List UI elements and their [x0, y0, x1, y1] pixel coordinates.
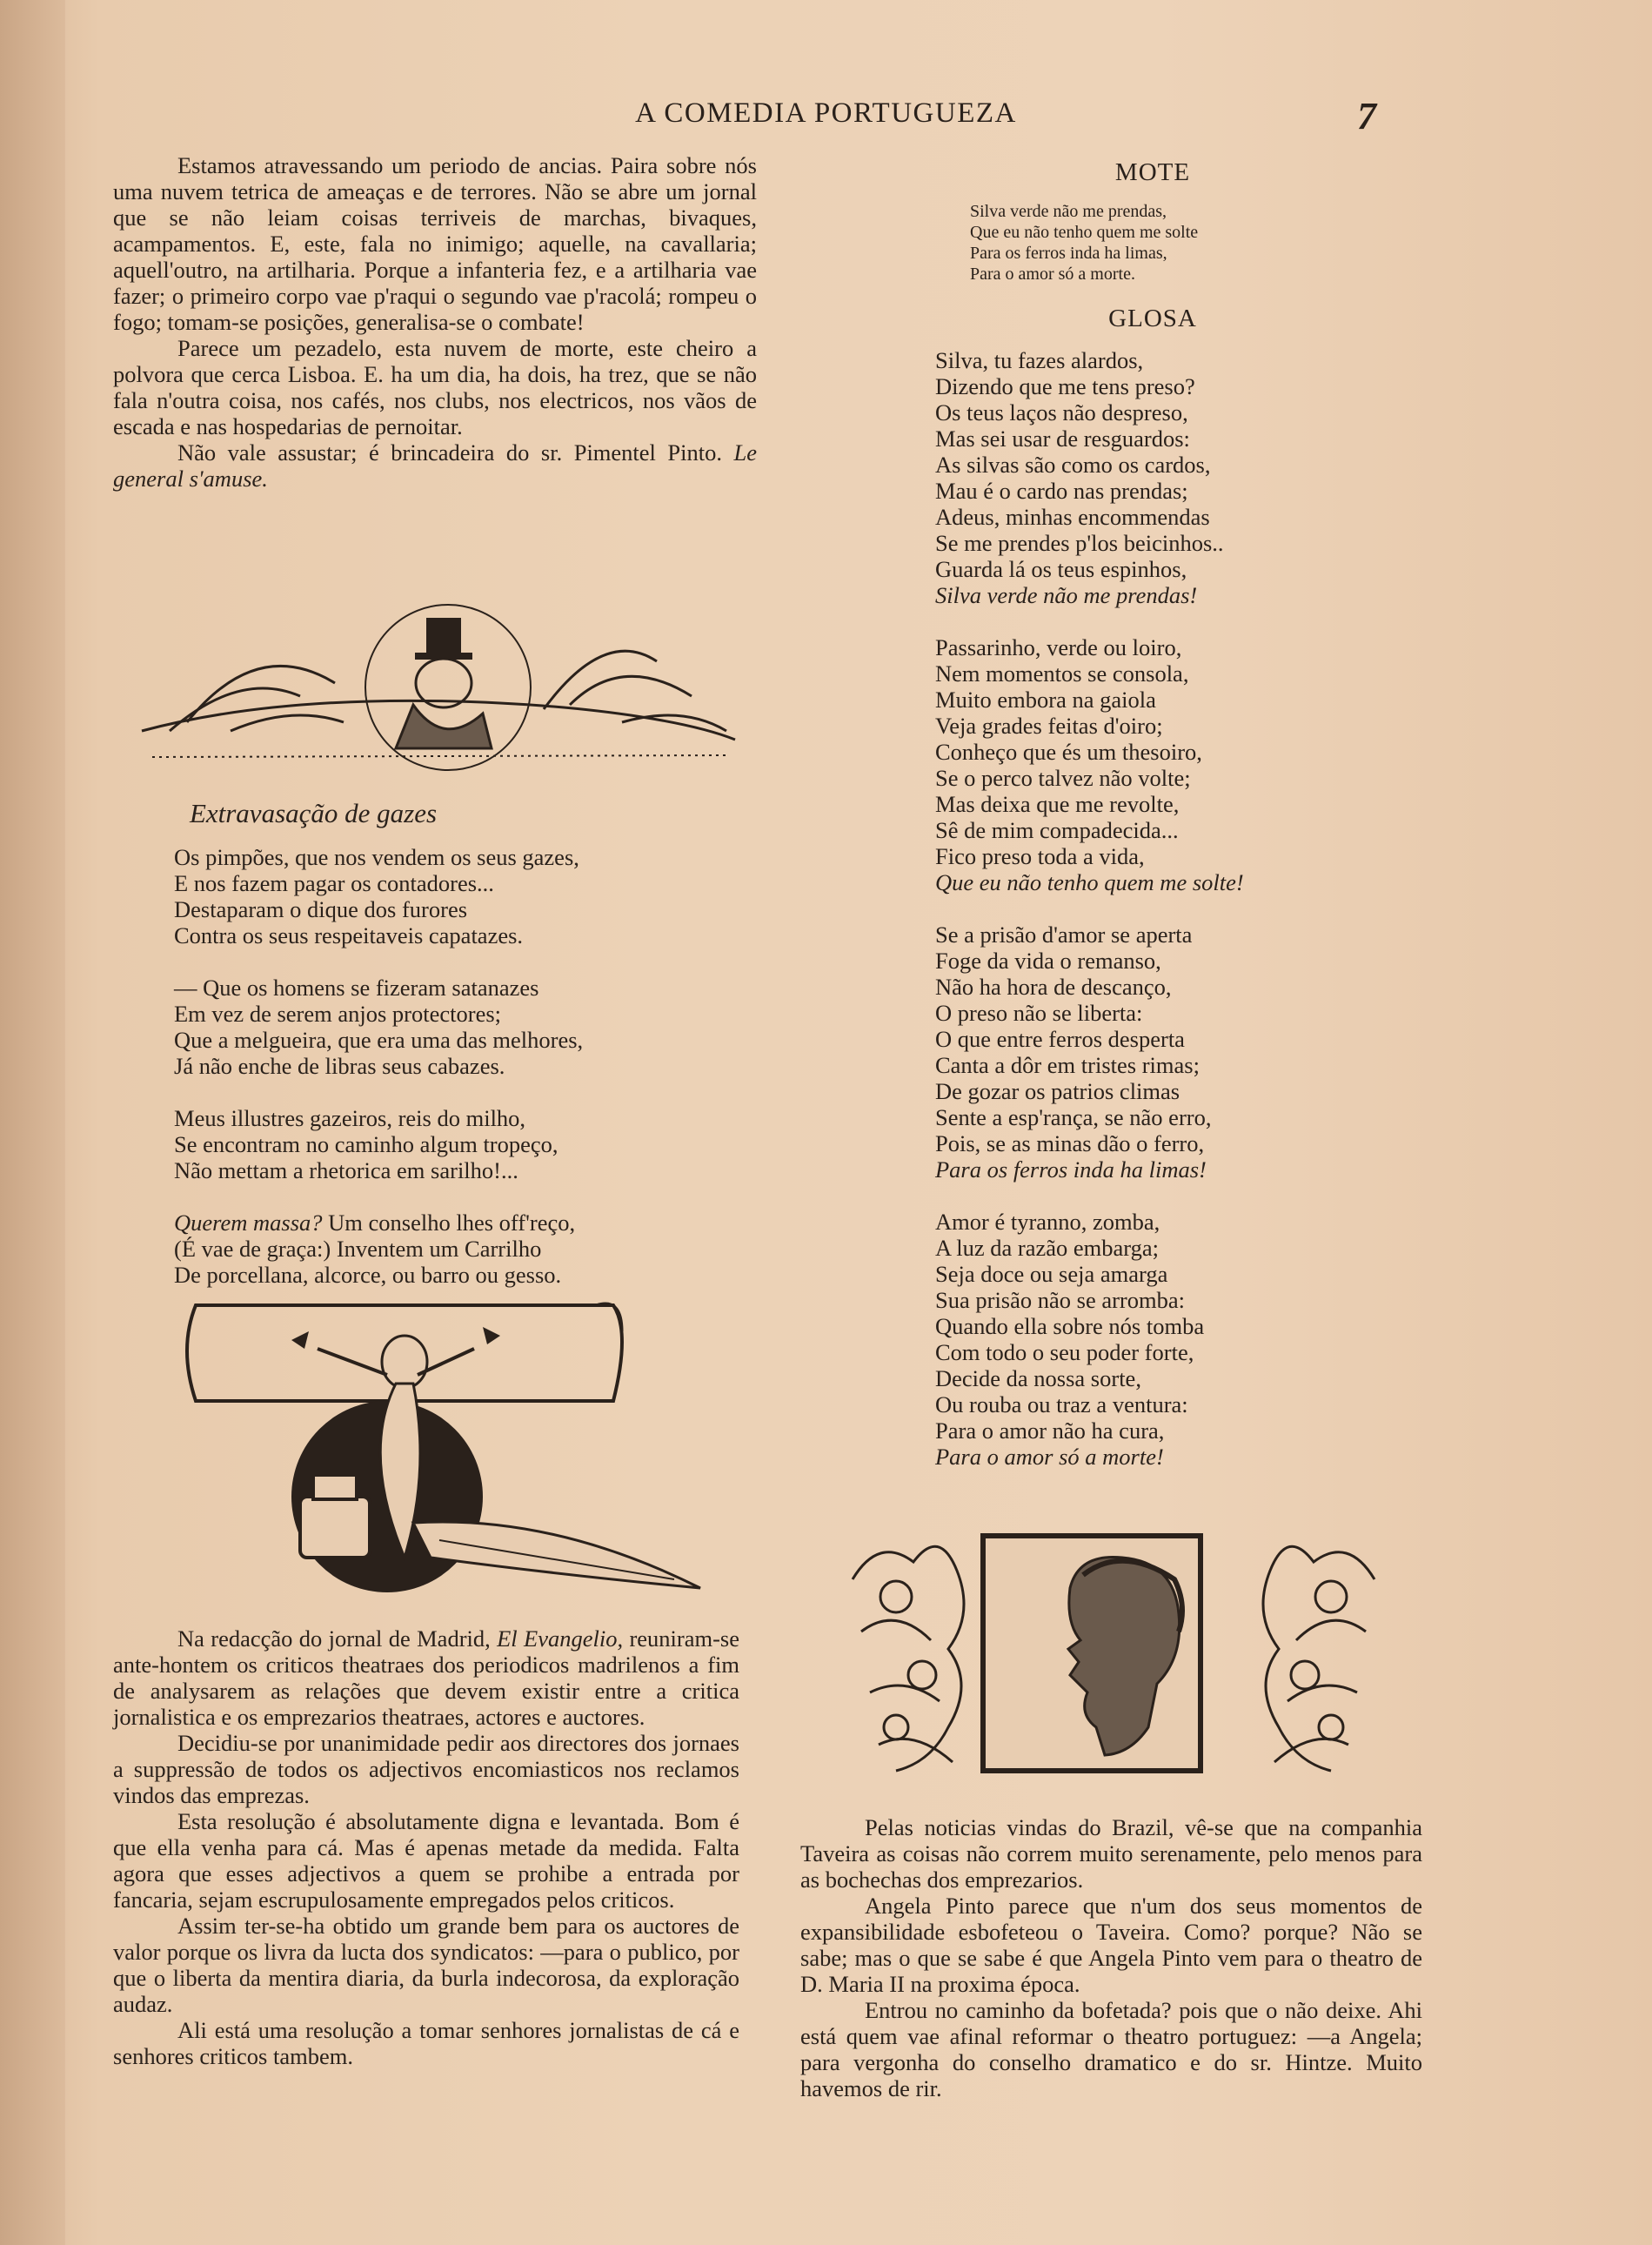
poem-refrain	[935, 1444, 1344, 1470]
brazil-theatre-article	[800, 1814, 1422, 2101]
poem-line: Guarda lá os teus espinhos,	[935, 556, 1187, 582]
glosa-stanza	[935, 347, 1344, 608]
poem-line: Silva, tu fazes alardos,	[935, 347, 1144, 373]
poem-line: Em vez de serem anjos protectores;	[174, 1001, 502, 1027]
vignette-top-hat-figure	[135, 600, 744, 774]
mote-lines	[970, 201, 1344, 285]
poem-line: Já não enche de libras seus cabazes.	[174, 1053, 505, 1079]
paragraph-text: reuniram-se ante-hontem os criticos theatraes dos periodicos madrilenos a fim de analysarem as relações que devem existir entre a critica jornalistica e os emprezarios theatraes, actores e auctores.	[113, 1625, 740, 1730]
paragraph-text: Na redacção do jornal de Madrid,	[177, 1625, 491, 1652]
vignette-cherub-inkpot	[187, 1297, 709, 1601]
newspaper-name: El Evangelio,	[497, 1625, 624, 1652]
poem-refrain	[935, 1156, 1344, 1183]
poem-line: Veja grades feitas d'oiro;	[935, 713, 1163, 739]
poem-line: Nem momentos se consola,	[935, 660, 1189, 687]
poem-line: Contra os seus respeitaveis capatazes.	[174, 922, 524, 948]
glosa-heading: GLOSA	[1108, 305, 1197, 332]
poem-line: Mau é o cardo nas prendas;	[935, 478, 1188, 504]
poem-line: Que a melgueira, que era uma das melhores,	[174, 1027, 584, 1053]
glosa-stanza	[935, 634, 1344, 895]
poem-stanza	[174, 975, 731, 1079]
poem-line: Seja doce ou seja amarga	[935, 1261, 1168, 1287]
poem-extravasacao	[174, 798, 731, 1314]
page-number: 7	[1357, 95, 1376, 137]
poem-line: Ou rouba ou traz a ventura:	[935, 1391, 1188, 1417]
poem-line: (É vae de graça:) Inventem um Carrilho	[174, 1236, 542, 1262]
poem-line: O que entre ferros desperta	[935, 1026, 1185, 1052]
madrid-critics-article	[113, 1625, 739, 2069]
refrain-text: Para os ferros inda ha limas!	[935, 1156, 1207, 1183]
poem-stanza	[174, 1105, 731, 1183]
page-header	[0, 97, 1652, 136]
refrain-text: Silva verde não me prendas!	[935, 582, 1198, 608]
poem-refrain	[935, 869, 1344, 895]
refrain-text: Para o amor só a morte!	[935, 1444, 1164, 1470]
poem-line: Quando ella sobre nós tomba	[935, 1313, 1205, 1339]
glosa-stanza	[935, 1209, 1344, 1470]
poem-line: Amor é tyranno, zomba,	[935, 1209, 1160, 1235]
paragraph-text: Não vale assustar; é brincadeira do sr. Pimentel Pinto.	[177, 439, 722, 466]
italic-quote: Le general s'amuse.	[113, 439, 757, 492]
paragraph: Decidiu-se por unanimidade pedir aos directores dos jornaes a suppressão de todos os adjectivos encomiasticos nos reclamos vindos das emprezas.	[113, 1730, 739, 1808]
poem-line-text: Um conselho lhes off'reço,	[322, 1210, 576, 1236]
running-title: A COMEDIA PORTUGUEZA	[635, 97, 1017, 129]
poem-line: As silvas são como os cardos,	[935, 452, 1211, 478]
poem-line: — Que os homens se fizeram satanazes	[174, 975, 539, 1001]
refrain-text: Que eu não tenho quem me solte!	[935, 869, 1244, 895]
paragraph: Estamos atravessando um periodo de ancias. Paira sobre nós uma nuvem tetrica de ameaças e de terrores. Não se abre um jornal que se não leiam coisas terriveis de marchas, bivaques, acampamentos. E, este, fala no inimigo; aquelle, na cavallaria; aquell'outro, na artilharia. Porque a infanteria fez, e a artilharia vae fazer; o primeiro corpo vae p'raqui o segundo vae p'racolá; rompeu o fogo; tomam-se posições, generalisa-se o combate!	[113, 152, 757, 335]
mote-line: Para o amor só a morte.	[970, 265, 1135, 284]
poem-line: Passarinho, verde ou loiro,	[935, 634, 1182, 660]
poem-line: Conheço que és um thesoiro,	[935, 739, 1202, 765]
paragraph: Ali está uma resolução a tomar senhores jornalistas de cá e senhores criticos tambem.	[113, 2017, 739, 2069]
poem-line: Se me prendes p'los beicinhos..	[935, 530, 1224, 556]
poem-line: A luz da razão embarga;	[935, 1235, 1160, 1261]
poem-line: Canta a dôr em tristes rimas;	[935, 1052, 1200, 1078]
poem-line: Com todo o seu poder forte,	[935, 1339, 1194, 1365]
mote-line: Que eu não tenho quem me solte	[970, 223, 1199, 242]
poem-line: Meus illustres gazeiros, reis do milho,	[174, 1105, 526, 1131]
mote-line: Para os ferros inda ha limas,	[970, 244, 1167, 263]
poem-stanza	[174, 844, 731, 948]
mote-glosa-poem	[935, 159, 1344, 1496]
poem-line: Se o perco talvez não volte;	[935, 765, 1191, 791]
poem-line: Pois, se as minas dão o ferro,	[935, 1130, 1205, 1156]
poem-line: De gozar os patrios climas	[935, 1078, 1180, 1104]
poem-line: Destaparam o dique dos furores	[174, 896, 468, 922]
poem-line: E nos fazem pagar os contadores...	[174, 870, 494, 896]
poem-line: Se a prisão d'amor se aperta	[935, 921, 1193, 948]
poem-line: Foge da vida o remanso,	[935, 948, 1161, 974]
paragraph: Entrou no caminho da bofetada? pois que o não deixe. Ahi está quem vae afinal reformar o theatro portuguez: —a Angela; para vergonha do conselho dramatico e do sr. Hintze. Muito havemos de rir.	[800, 1997, 1422, 2101]
poem-line: Os pimpões, que nos vendem os seus gazes,	[174, 844, 579, 870]
poem-line: Não ha hora de descanço,	[935, 974, 1172, 1000]
poem-line: Fico preso toda a vida,	[935, 843, 1145, 869]
poem-line	[174, 1210, 731, 1236]
paragraph: Assim ter-se-ha obtido um grande bem para os auctores de valor porque os livra da lucta dos syndicatos: —para o publico, por que o liberta da mentira diaria, da burla indecorosa, da exploração audaz.	[113, 1913, 739, 2017]
poem-line: Para o amor não ha cura,	[935, 1417, 1165, 1444]
mote-line: Silva verde não me prendas,	[970, 202, 1167, 221]
poem-line: Dizendo que me tens preso?	[935, 373, 1195, 399]
poem-line: Se encontram no caminho algum tropeço,	[174, 1131, 558, 1157]
paragraph	[113, 439, 757, 492]
poem-line: Muito embora na gaiola	[935, 687, 1156, 713]
poem-line: De porcellana, alcorce, ou barro ou gesso.	[174, 1262, 562, 1288]
poem-refrain	[935, 582, 1344, 608]
poem-line: Não mettam a rhetorica em sarilho!...	[174, 1157, 518, 1183]
page-gutter	[0, 0, 65, 2245]
paragraph: Esta resolução é absolutamente digna e levantada. Bom é que ella venha para cá. Mas é apenas metade da medida. Falta agora que esses adjectivos a quem se prohibe a entrada por fancaria, sejam escrupulosamente empregados pelos criticos.	[113, 1808, 739, 1913]
poem-line: Sê de mim compadecida...	[935, 817, 1179, 843]
glosa-stanza	[935, 921, 1344, 1183]
war-rumours-article	[113, 152, 757, 492]
poem-line: Os teus laços não despreso,	[935, 399, 1188, 426]
poem-title: Extravasação de gazes	[189, 798, 438, 828]
paragraph	[113, 1625, 739, 1730]
poem-line: Adeus, minhas encommendas	[935, 504, 1210, 530]
paragraph: Pelas noticias vindas do Brazil, vê-se que na companhia Taveira as coisas não correm muito serenamente, pelo menos para as bochechas dos emprezarios.	[800, 1814, 1422, 1893]
poem-line: Mas sei usar de resguardos:	[935, 426, 1190, 452]
paragraph: Parece um pezadelo, esta nuvem de morte, este cheiro a polvora que cerca Lisboa. E. ha um dia, ha dois, ha trez, que se não fala n'outra coisa, nos cafés, nos clubs, nos electricos, nos vãos de escada e nas hospedarias de pernoitar.	[113, 335, 757, 439]
poem-line: O preso não se liberta:	[935, 1000, 1143, 1026]
italic-phrase: Querem massa?	[174, 1210, 323, 1236]
poem-line: Decide da nossa sorte,	[935, 1365, 1141, 1391]
mote-heading: MOTE	[1114, 158, 1191, 186]
poem-line: Mas deixa que me revolte,	[935, 791, 1180, 817]
poem-line: Sente a esp'rança, se não erro,	[935, 1104, 1212, 1130]
poem-line: Sua prisão não se arromba:	[935, 1287, 1185, 1313]
vignette-woman-portrait	[844, 1527, 1383, 1788]
poem-stanza	[174, 1210, 731, 1288]
paragraph: Angela Pinto parece que n'um dos seus momentos de expansibilidade esbofeteou o Taveira. Como? porque? Não se sabe; mas o que se sabe é que Angela Pinto vem para o theatro de D. Maria II na proxima época.	[800, 1893, 1422, 1997]
